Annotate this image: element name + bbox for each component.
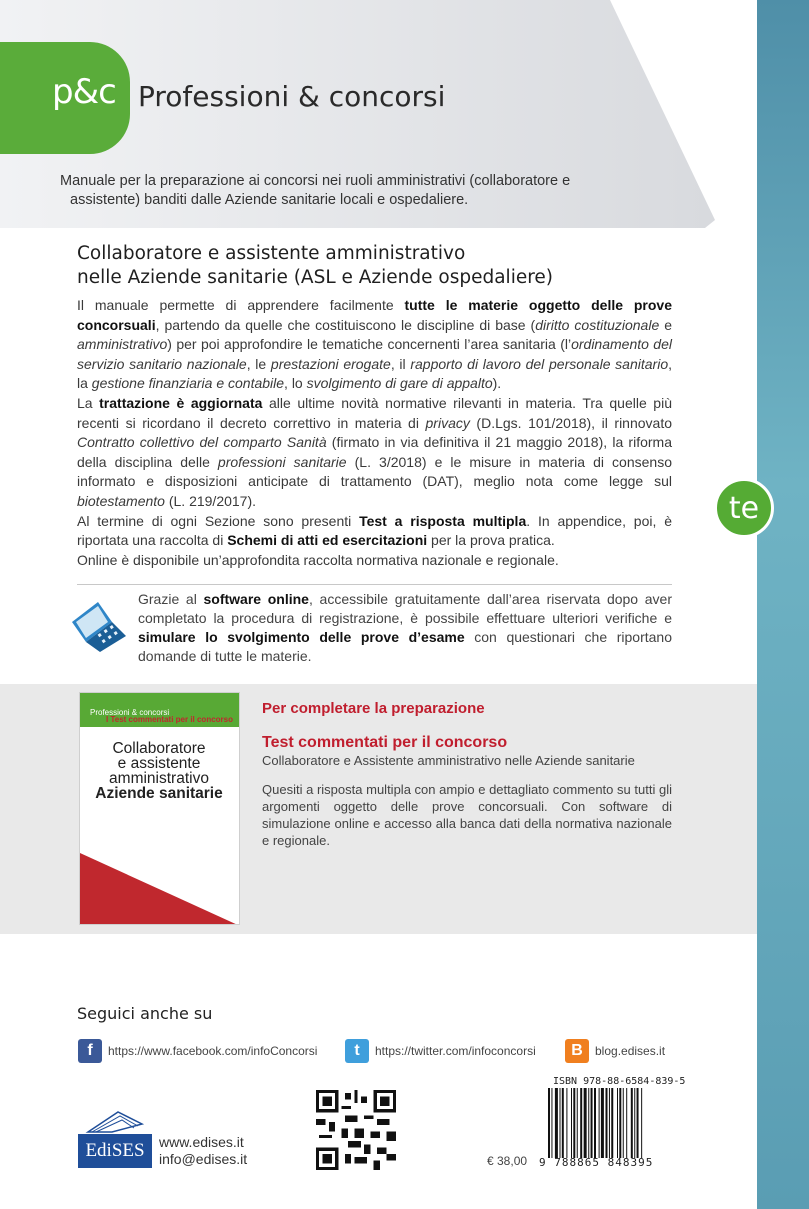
barcode-bar (560, 1088, 561, 1158)
book-title (77, 242, 677, 290)
barcode-bar (626, 1088, 627, 1158)
barcode-bar (588, 1088, 589, 1158)
intro-line-2: assistente) banditi dalle Aziende sanitarie locali e ospedaliere. (70, 192, 469, 208)
publisher-email[interactable]: info@edises.it (159, 1151, 248, 1167)
divider (77, 584, 672, 585)
promo-book-subtitle: Collaboratore e Assistente amministrativo nelle Aziende sanitarie (262, 753, 635, 768)
publisher-contact (159, 1134, 247, 1168)
twitter-url[interactable]: https://twitter.com/infoconcorsi (375, 1044, 536, 1058)
cover-series: Professioni & concorsi (90, 708, 170, 717)
edises-wordmark: EdiSES (78, 1134, 152, 1168)
price: € 38,00 (487, 1154, 528, 1168)
barcode-bar (609, 1088, 610, 1158)
book-description (77, 296, 672, 570)
facebook-link[interactable] (78, 1038, 317, 1064)
barcode-bar (619, 1088, 621, 1158)
facebook-icon: f (78, 1039, 102, 1063)
series-title: Professioni & concorsi (138, 80, 446, 113)
barcode-bar (631, 1088, 633, 1158)
blogger-icon: B (565, 1039, 589, 1063)
barcode-bar (641, 1088, 642, 1158)
barcode-bar (571, 1088, 572, 1158)
barcode-bar (617, 1088, 618, 1158)
intro-text (60, 172, 620, 210)
intro-line-1: Manuale per la preparazione ai concorsi nei ruoli amministrativi (collaboratore e (60, 173, 571, 189)
cover-title (84, 741, 234, 801)
barcode-bar (562, 1088, 564, 1158)
barcode-bar (566, 1088, 567, 1158)
barcode-bar (591, 1088, 593, 1158)
barcode-bar (634, 1088, 635, 1158)
spine-strip (757, 0, 809, 1209)
laptop-icon (68, 596, 130, 654)
cover-title-line-1: Collaboratore (112, 740, 206, 757)
cover-title-line-4: Aziende sanitarie (95, 785, 223, 802)
follow-heading: Seguici anche su (77, 1004, 213, 1023)
barcode-bar (611, 1088, 613, 1158)
barcode-bar (555, 1088, 558, 1158)
series-logo: p&c (52, 72, 116, 112)
barcode-bar (584, 1088, 587, 1158)
barcode-digits: 9 788865 848395 (539, 1156, 654, 1169)
barcode-bar (623, 1088, 624, 1158)
barcode-bar (599, 1088, 600, 1158)
barcode-bar (601, 1088, 604, 1158)
online-software-text: Grazie al software online, accessibile gratuitamente dall’area riservata dopo aver completato la procedura di registrazione, è possibile effettuare ulteriori verifiche e simulare lo svolgimento delle prove d’esame con questionari che riportano domande di tutte le materie. (138, 591, 673, 664)
promo-description: Quesiti a risposta multipla con ampio e dettagliato commento su tutti gli argomenti oggetto delle prove concorsuali. Con software di simulazione online e accesso alla banca dati della normativa nazionale e regionale. (262, 782, 672, 848)
edises-logo (78, 1104, 152, 1168)
facebook-url[interactable]: https://www.facebook.com/infoConcorsi (108, 1044, 318, 1058)
barcode-bar (577, 1088, 578, 1158)
qr-code[interactable] (316, 1090, 396, 1170)
cover-tag: I Test commentati per il concorso (106, 715, 233, 724)
barcode-bar (551, 1088, 552, 1158)
twitter-link[interactable] (345, 1038, 536, 1064)
cover-title-line-3: amministrativo (109, 770, 209, 787)
barcode-bar (606, 1088, 608, 1158)
blog-url[interactable]: blog.edises.it (595, 1044, 666, 1058)
cover-title-line-2: e assistente (117, 755, 201, 772)
blog-link[interactable] (565, 1038, 665, 1064)
spine-badge: te (714, 478, 774, 538)
book-title-line-1: Collaboratore e assistente amministrativo (77, 243, 466, 264)
barcode-bar (594, 1088, 596, 1158)
cover-red-triangle (80, 853, 240, 925)
book-title-line-2: nelle Aziende sanitarie (ASL e Aziende ospedaliere) (77, 267, 554, 288)
barcode-bar (580, 1088, 582, 1158)
book-pages-icon (78, 1104, 152, 1134)
promo-heading: Per completare la preparazione (262, 700, 485, 717)
barcode-bar (548, 1088, 550, 1158)
twitter-icon: t (345, 1039, 369, 1063)
publisher-website[interactable]: www.edises.it (159, 1134, 244, 1150)
barcode-bar (637, 1088, 639, 1158)
paragraph-2: La trattazione è aggiornata alle ultime novità normative rilevanti in materia. Tra quelle più recenti si ricordano il decreto correttivo in materia di privacy (D.Lgs. 101/2018), il rinnovato Contratto collettivo del comparto Sanità (firmato in via definitiva il 21 maggio 2018), la riforma della disciplina delle professioni sanitarie (L. 3/2018) e le misure in materia di consenso informato e disposizioni anticipate di trattamento (DAT), meglio nota come legge sul biotestamento (L. 219/2017). (77, 394, 672, 509)
paragraph-3: Al termine di ogni Sezione sono presenti Test a risposta multipla. In appendice, poi, è riportata una raccolta di Schemi di atti ed esercitazioni per la prova pratica. (77, 512, 672, 549)
related-book-cover[interactable] (79, 692, 240, 925)
promo-book-title: Test commentati per il concorso (262, 734, 508, 751)
paragraph-4: Online è disponibile un’approfondita raccolta normativa nazionale e regionale. (77, 551, 559, 568)
barcode (548, 1088, 673, 1158)
isbn-label: ISBN 978-88-6584-839-5 (553, 1076, 686, 1087)
barcode-bar (573, 1088, 575, 1158)
paragraph-1: Il manuale permette di apprendere facilmente tutte le materie oggetto delle prove concorsuali, partendo da quelle che costituiscono le discipline di base (diritto costituzionale e amministrativo) per poi approfondire le tematiche concernenti l’area sanitaria (l’ordinamento del servizio sanitario nazionale, le prestazioni erogate, il rapporto di lavoro del personale sanitario, la gestione finanziaria e contabile, lo svolgimento di gare di appalto). (77, 297, 673, 392)
